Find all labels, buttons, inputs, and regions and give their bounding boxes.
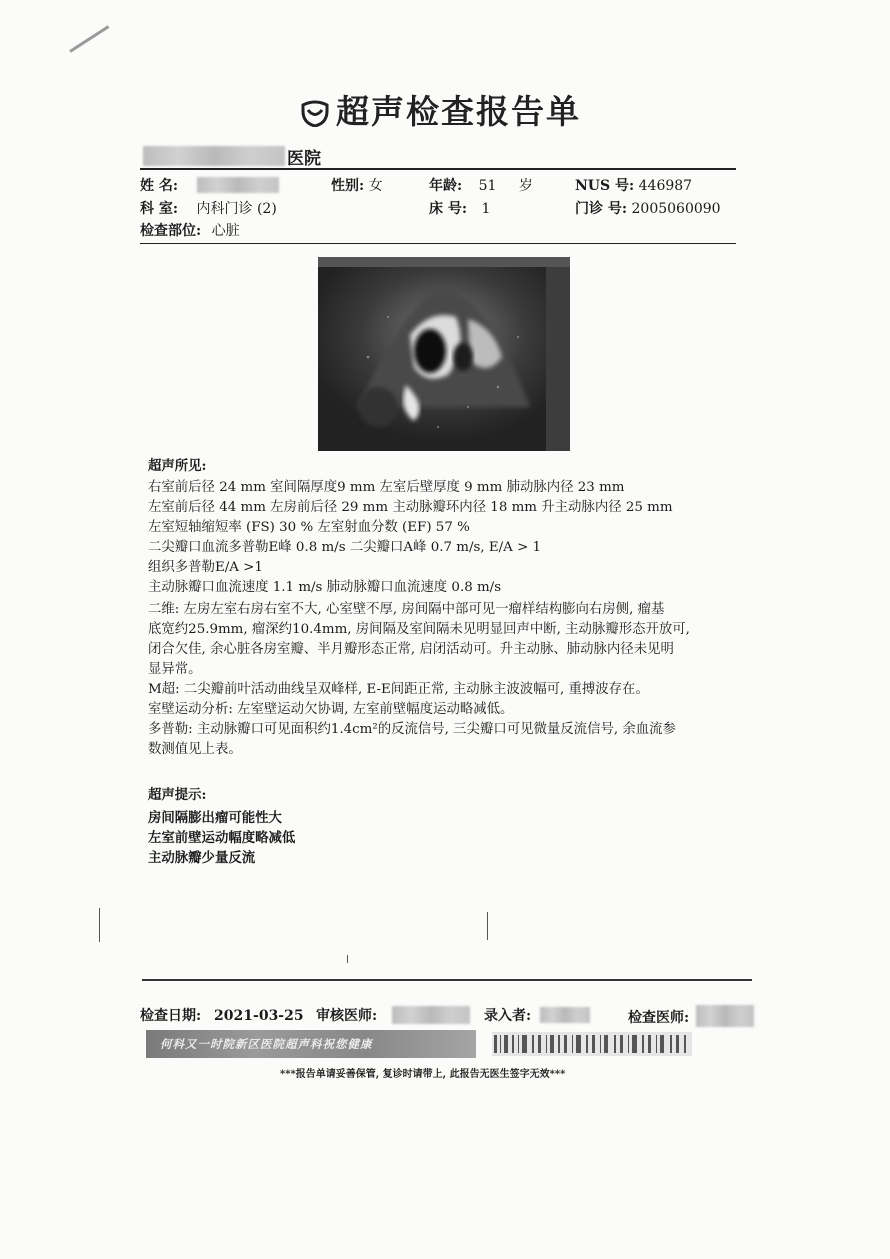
pen-mark [69,25,109,53]
age-unit: 岁 [518,178,533,194]
doctor-field [628,1005,754,1027]
age-label: 年龄: [429,178,463,194]
header-rule-top [140,168,736,170]
report-title-text: 超声检查报告单 [336,92,581,131]
nus-field [575,175,692,195]
nus-label: NUS 号: [575,178,635,194]
findings-line: 左室短轴缩短率 (FS) 30 % 左室射血分数 (EF) 57 % [148,520,470,535]
ultrasound-scan-graphic [318,257,570,451]
reviewer-label: 审核医师: [316,1008,378,1024]
name-field [140,175,279,195]
findings-line: 数测值见上表。 [148,742,242,757]
site-label: 检查部位: [140,223,202,239]
findings-line: 左室前后径 44 mm 左房前后径 29 mm 主动脉瓣环内径 18 mm 升主动脉内径 25 mm [148,500,673,515]
impression-line: 房间隔膨出瘤可能性大 [148,810,282,826]
age-value: 51 [478,178,497,194]
impression-title: 超声提示: [148,787,207,803]
dept-label: 科 室: [140,201,179,217]
findings-line: M超: 二尖瓣前叶活动曲线呈双峰样, E-E间距正常, 主动脉主波波幅可, 重搏波存在。 [148,682,649,697]
hospital-name-redacted [143,146,285,166]
clinic-field [575,198,721,218]
impression-line: 左室前壁运动幅度略减低 [148,830,296,846]
age-field [429,175,533,195]
dept-field [140,198,277,218]
exam-date-label: 检查日期: [140,1008,202,1024]
findings-line: 右室前后径 24 mm 室间隔厚度9 mm 左室后壁厚度 9 mm 肺动脉内径 23 mm [148,480,625,495]
findings-line: 底宽约25.9mm, 瘤深约10.4mm, 房间隔及室间隔未见明显回声中断, 主动脉瓣形态开放可, [148,622,690,637]
sex-value: 女 [368,178,383,194]
doctor-redacted [696,1005,754,1027]
footer-rule [142,979,752,981]
sex-label: 性别: [331,178,365,194]
report-title [300,86,581,133]
findings-line: 多普勒: 主动脉瓣口可见面积约1.4cm²的反流信号, 三尖瓣口可见微量反流信号, 余血流参 [148,722,676,737]
bed-value: 1 [481,201,491,217]
sex-field [331,175,383,195]
hospital-slogan-banner [146,1030,476,1058]
findings-line: 二维: 左房左室右房右室不大, 心室壁不厚, 房间隔中部可见一瘤样结构膨向右房侧, 瘤基 [148,602,665,617]
findings-line: 闭合欠佳, 余心脏各房室瓣、半月瓣形态正常, 启闭活动可。升主动脉、肺动脉内径未见明 [148,642,674,657]
clinic-value: 2005060090 [631,201,721,217]
ultrasound-image [318,257,570,451]
impression-line: 主动脉瓣少量反流 [148,850,256,866]
reviewer-field [316,1005,470,1025]
exam-date-value: 2021-03-25 [214,1008,304,1024]
exam-date-field [140,1005,304,1025]
scan-mark [347,955,348,963]
site-value: 心脏 [211,223,240,239]
patient-name-redacted [197,177,279,193]
scan-mark [99,908,100,942]
clinic-label: 门诊 号: [575,201,628,217]
header-rule-bottom [140,243,736,244]
recorder-field [484,1005,590,1025]
reviewer-redacted [392,1006,470,1024]
findings-line: 组织多普勒E/A >1 [148,560,263,575]
recorder-redacted [540,1007,590,1023]
doctor-label: 检查医师: [628,1010,690,1026]
bed-label: 床 号: [429,201,468,217]
hospital-name-suffix: 医院 [287,148,321,169]
scan-mark [487,912,488,940]
name-label: 姓 名: [140,178,179,194]
bed-field [429,198,490,218]
report-notice: ***报告单请妥善保管, 复诊时请带上, 此报告无医生签字无效*** [280,1069,566,1080]
banner-text: 何科又一时院新区医院超声科祝您健康 [160,1037,373,1051]
hospital-logo-icon [300,99,330,127]
nus-value: 446987 [638,178,693,194]
findings-line: 室壁运动分析: 左室壁运动欠协调, 左室前壁幅度运动略减低。 [148,702,514,717]
dept-value: 内科门诊 (2) [196,201,277,217]
findings-line: 二尖瓣口血流多普勒E峰 0.8 m/s 二尖瓣口A峰 0.7 m/s, E/A > 1 [148,540,542,555]
findings-title: 超声所见: [148,458,207,474]
site-field [140,220,240,240]
barcode-strip [492,1032,692,1056]
findings-line: 主动脉瓣口血流速度 1.1 m/s 肺动脉瓣口血流速度 0.8 m/s [148,580,502,595]
hospital-header [143,145,321,167]
findings-line: 显异常。 [148,662,202,677]
recorder-label: 录入者: [484,1008,532,1024]
